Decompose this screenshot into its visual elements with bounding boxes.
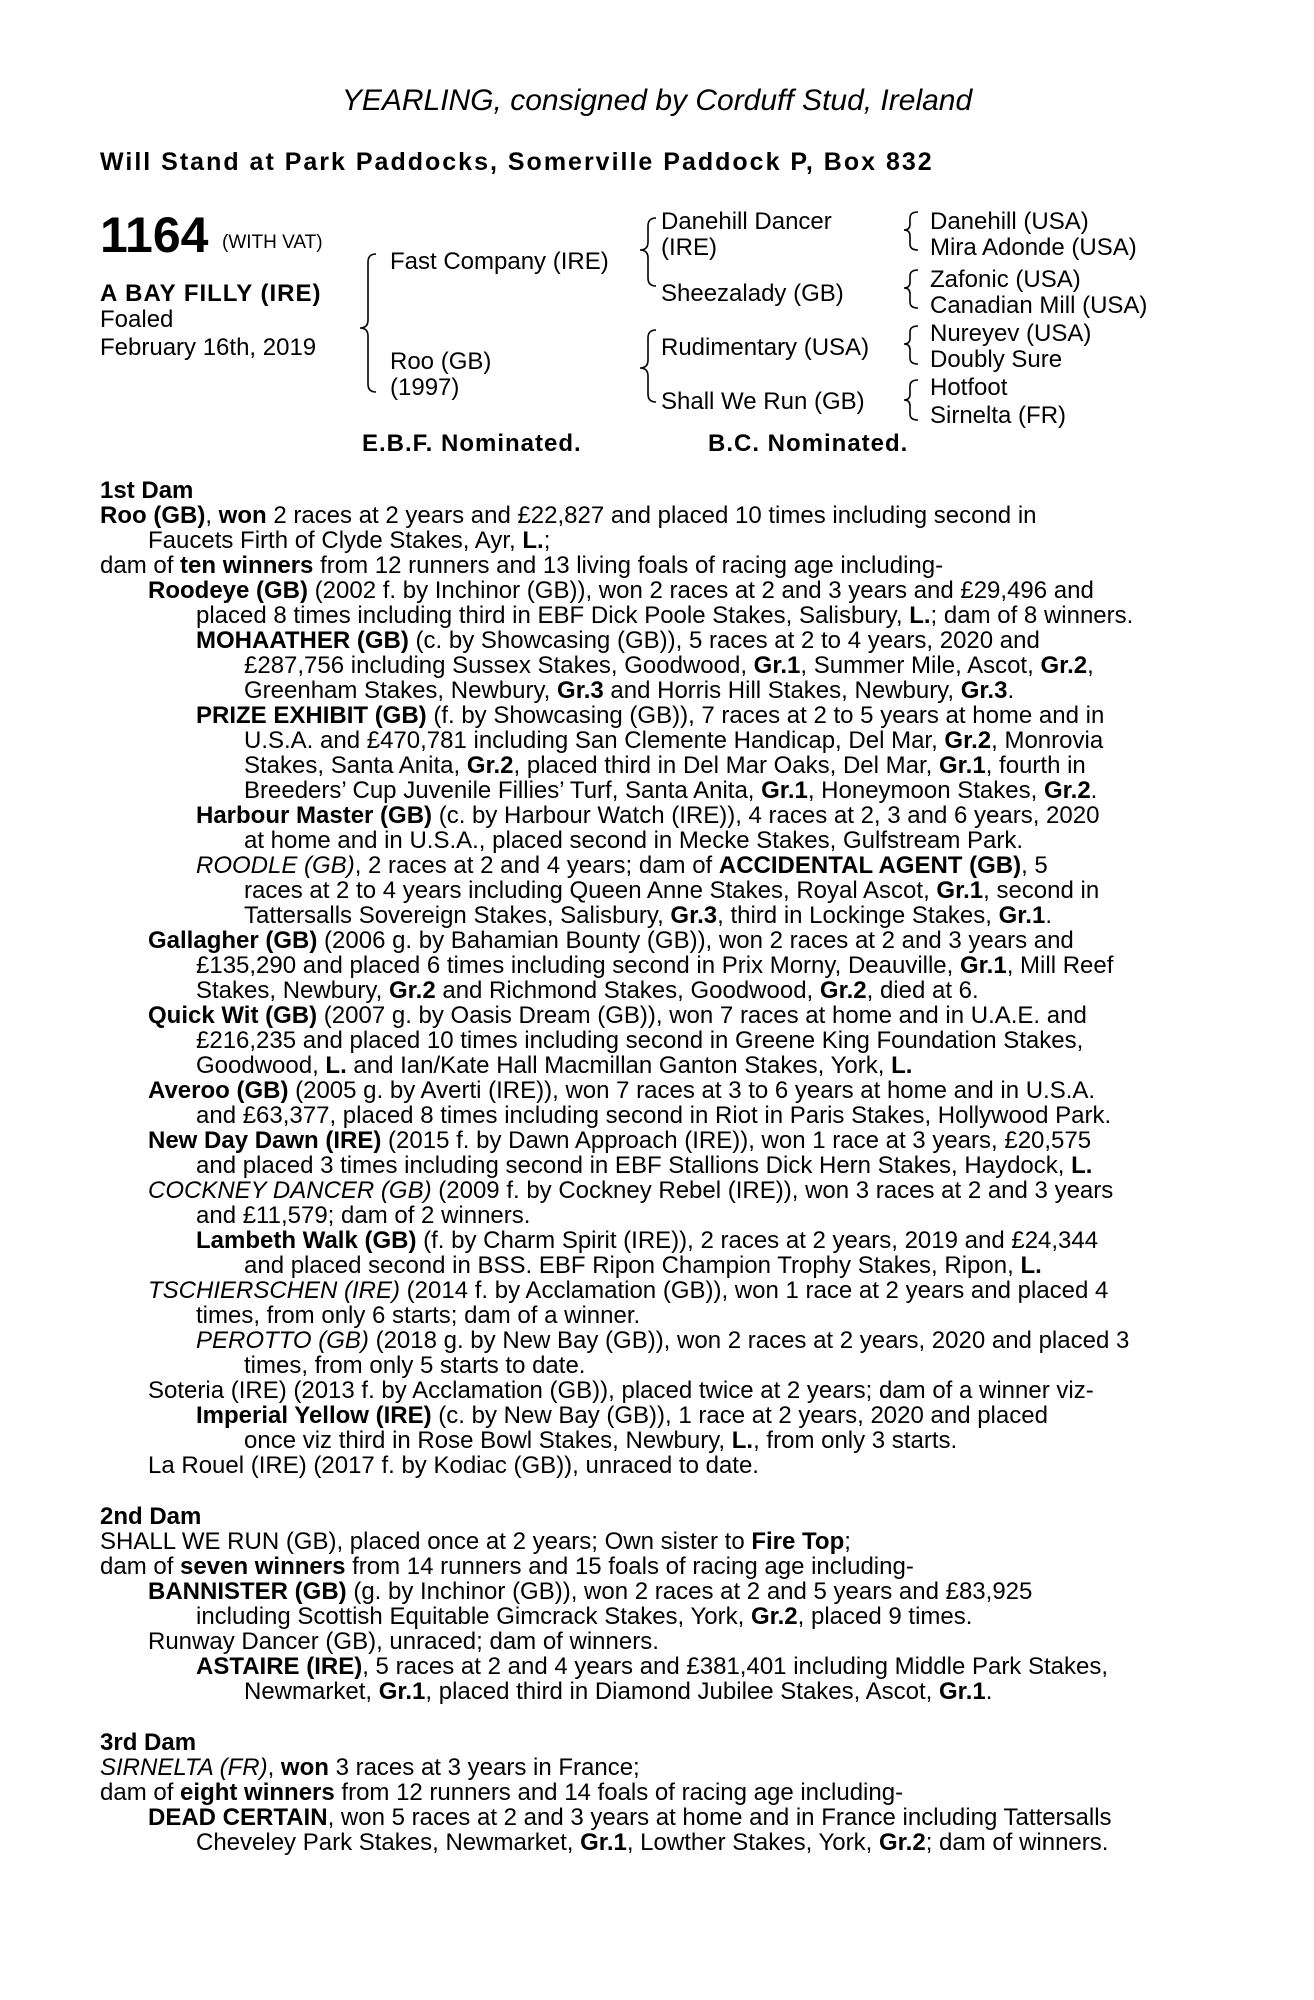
dam-family-sections — [100, 478, 1204, 1855]
bold-text: L. — [325, 1052, 347, 1079]
text: and placed 3 times including second in EBF Stallions Dick Hern Stakes, Haydock, — [196, 1152, 1072, 1179]
text: £135,290 and placed 6 times including second in Prix Morny, Deauville, — [196, 952, 960, 979]
pedigree-text-line — [100, 978, 1204, 1003]
text: . — [985, 1678, 993, 1705]
pedigree-sire: Fast Company (IRE) — [390, 248, 609, 275]
bold-text: L. — [731, 1427, 754, 1454]
text: (c. by Showcasing (GB)), 5 races at 2 to 4 years, 2020 and — [408, 627, 1040, 654]
pedigree-text-line — [100, 1679, 1204, 1704]
pedigree-text-line — [100, 1654, 1204, 1679]
text: from 14 runners and 15 foals of racing age including- — [345, 1553, 914, 1580]
pedigree-dam: Roo (GB) — [390, 348, 492, 375]
bold-text: Gr.2 — [944, 727, 992, 754]
pedigree-text-line — [100, 1253, 1204, 1278]
pedigree-text-line — [100, 1378, 1204, 1403]
text: from 12 runners and 14 foals of racing age including- — [334, 1779, 904, 1806]
section-heading: 1st Dam — [100, 477, 194, 504]
pedigree-text-line — [100, 828, 1204, 853]
text: Breeders’ Cup Juvenile Fillies’ Turf, Santa Anita, — [244, 777, 762, 804]
bold-text: Gr.3 — [960, 677, 1008, 704]
text: , 2 races at 2 and 4 years; dam of — [354, 852, 719, 879]
text: times, from only 6 starts; dam of a winner. — [196, 1302, 641, 1329]
pedigree-text-line — [100, 678, 1204, 703]
bold-text: Gallagher (GB) — [148, 927, 318, 954]
pedigree-text-line — [100, 553, 1204, 578]
text: and Ian/Kate Hall Macmillan Ganton Stakes, York, — [346, 1052, 892, 1079]
pedigree-text-line — [100, 778, 1204, 803]
text: 3 races at 3 years in France; — [328, 1754, 640, 1781]
text: , — [205, 502, 219, 529]
pedigree-gen4-3: Zafonic (USA) — [930, 266, 1081, 293]
pedigree-text-line — [100, 653, 1204, 678]
pedigree-text-line — [100, 503, 1204, 528]
bold-text: L. — [522, 527, 544, 554]
text: ; — [844, 1528, 851, 1555]
pedigree-text-line — [100, 903, 1204, 928]
text: . — [1007, 677, 1015, 704]
bold-text: Gr.1 — [939, 1678, 986, 1705]
pedigree-dam-sire: Rudimentary (USA) — [661, 334, 870, 361]
stand-location: Will Stand at Park Paddocks, Somerville Paddock P, Box 832 — [100, 148, 934, 176]
pedigree-text-line — [100, 603, 1204, 628]
text: , second in — [983, 877, 1100, 904]
pedigree-text-line — [100, 1805, 1204, 1830]
text: (c. by Harbour Watch (IRE)), 4 races at 2, 3 and 6 years, 2020 — [432, 802, 1100, 829]
text: , placed 9 times. — [797, 1603, 973, 1630]
bold-text: ten winners — [180, 552, 314, 579]
text: dam of — [100, 552, 181, 579]
italic-text: PEROTTO (GB) — [196, 1327, 369, 1354]
foaled-date: February 16th, 2019 — [100, 334, 317, 361]
bold-text: Harbour Master (GB) — [196, 802, 433, 829]
pedigree-text-line — [100, 1178, 1204, 1203]
bold-text: New Day Dawn (IRE) — [148, 1127, 382, 1154]
text: and £63,377, placed 8 times including second in Riot in Paris Stakes, Hollywood Park. — [196, 1102, 1112, 1129]
pedigree-text-line — [100, 1755, 1204, 1780]
pedigree-text-line — [100, 1328, 1204, 1353]
text: , 5 races at 2 and 4 years and £381,401 including Middle Park Stakes, — [362, 1653, 1109, 1680]
pedigree-text-line — [100, 803, 1204, 828]
pedigree-text-line — [100, 1428, 1204, 1453]
text: , — [1087, 652, 1094, 679]
pedigree-sire-dam: Sheezalady (GB) — [661, 280, 844, 307]
pedigree-dam-year: (1997) — [390, 374, 460, 401]
text: Stakes, Newbury, — [196, 977, 389, 1004]
text: , won 5 races at 2 and 3 years at home and in France including Tattersalls — [327, 1804, 1112, 1831]
pedigree-text-line — [100, 628, 1204, 653]
text: U.S.A. and £470,781 including San Clemente Handicap, Del Mar, — [244, 727, 945, 754]
bold-text: Imperial Yellow (IRE) — [196, 1402, 432, 1429]
bold-text: Quick Wit (GB) — [148, 1002, 318, 1029]
bold-text: Fire Top — [751, 1528, 845, 1555]
pedigree-text-line — [100, 1353, 1204, 1378]
text: , Mill Reef — [1006, 952, 1114, 979]
text: SHALL WE RUN (GB), placed once at 2 years; Own sister to — [100, 1528, 752, 1555]
bold-text: Gr.2 — [1040, 652, 1088, 679]
vat-note: (WITH VAT) — [222, 232, 323, 253]
text: (2018 g. by New Bay (GB)), won 2 races at 2 years, 2020 and placed 3 — [368, 1327, 1130, 1354]
pedigree-text-line — [100, 1629, 1204, 1654]
text: , — [267, 1754, 281, 1781]
text: at home and in U.S.A., placed second in Mecke Stakes, Gulfstream Park. — [244, 827, 1024, 854]
bold-text: L. — [1020, 1252, 1042, 1279]
text: including Scottish Equitable Gimcrack Stakes, York, — [196, 1603, 751, 1630]
consignment-line: YEARLING, consigned by Corduff Stud, Ireland — [341, 84, 973, 117]
section-gap — [100, 1704, 1204, 1730]
pedigree-gen4-7: Hotfoot — [930, 374, 1008, 401]
italic-text: COCKNEY DANCER (GB) — [148, 1177, 432, 1204]
bold-text: PRIZE EXHIBIT (GB) — [196, 702, 427, 729]
text: , placed third in Diamond Jubilee Stakes, Ascot, — [425, 1678, 940, 1705]
pedigree-text-line — [100, 1529, 1204, 1554]
text: (2009 f. by Cockney Rebel (IRE)), won 3 races at 2 and 3 years — [431, 1177, 1114, 1204]
text: 2 races at 2 years and £22,827 and placed 10 times including second in — [266, 502, 1037, 529]
text: Faucets Firth of Clyde Stakes, Ayr, — [148, 527, 523, 554]
text: , third in Lockinge Stakes, — [717, 902, 999, 929]
pedigree-sire-sire-country: (IRE) — [661, 234, 717, 261]
pedigree-sire-sire: Danehill Dancer — [661, 208, 832, 235]
bold-text: Gr.1 — [998, 902, 1046, 929]
bold-text: DEAD CERTAIN — [148, 1804, 328, 1831]
pedigree-text-line — [100, 878, 1204, 903]
text: . — [1045, 902, 1052, 929]
pedigree-text-line — [100, 1780, 1204, 1805]
text: dam of — [100, 1779, 181, 1806]
text: (f. by Charm Spirit (IRE)), 2 races at 2 years, 2019 and £24,344 — [416, 1227, 1099, 1254]
text: (2007 g. by Oasis Dream (GB)), won 7 races at home and in U.A.E. and — [317, 1002, 1087, 1029]
bold-text: Gr.1 — [960, 952, 1007, 979]
bold-text: eight winners — [180, 1779, 335, 1806]
bold-text: L. — [909, 602, 931, 629]
text: Goodwood, — [196, 1052, 326, 1079]
text: (2015 f. by Dawn Approach (IRE)), won 1 race at 3 years, £20,575 — [381, 1127, 1092, 1154]
pedigree-text-line — [100, 953, 1204, 978]
pedigree-gen4-8: Sirnelta (FR) — [930, 402, 1067, 429]
pedigree-text-line — [100, 1278, 1204, 1303]
text: from 12 runners and 13 living foals of racing age including- — [313, 552, 944, 579]
text: races at 2 to 4 years including Queen Anne Stakes, Royal Ascot, — [244, 877, 937, 904]
text: and placed second in BSS. EBF Ripon Champion Trophy Stakes, Ripon, — [244, 1252, 1021, 1279]
text: Greenham Stakes, Newbury, — [244, 677, 558, 704]
bold-text: Gr.2 — [750, 1603, 798, 1630]
bold-text: Gr.1 — [761, 777, 808, 804]
section-gap — [100, 1478, 1204, 1504]
ebf-nominated: E.B.F. Nominated. — [362, 430, 582, 457]
italic-text: TSCHIERSCHEN (IRE) — [148, 1277, 401, 1304]
text: once viz third in Rose Bowl Stakes, Newbury, — [244, 1427, 732, 1454]
pedigree-text-line — [100, 753, 1204, 778]
pedigree-text-line — [100, 1128, 1204, 1153]
text: , 5 — [1021, 852, 1048, 879]
pedigree-text-line — [100, 1403, 1204, 1428]
text: (c. by New Bay (GB)), 1 race at 2 years, 2020 and placed — [431, 1402, 1048, 1429]
section-heading: 3rd Dam — [100, 1729, 197, 1756]
text: (2005 g. by Averti (IRE)), won 7 races at 3 to 6 years at home and in U.S.A. — [288, 1077, 1096, 1104]
bold-text: Gr.2 — [388, 977, 436, 1004]
pedigree-text-line — [100, 853, 1204, 878]
text: , Lowther Stakes, York, — [626, 1829, 879, 1856]
text: , died at 6. — [866, 977, 979, 1004]
foaled-label: Foaled — [100, 306, 174, 333]
lot-number: 1164 — [100, 207, 209, 263]
bold-text: BANNISTER (GB) — [148, 1578, 347, 1605]
text: and Richmond Stakes, Goodwood, — [435, 977, 820, 1004]
bold-text: Roodeye (GB) — [148, 577, 309, 604]
italic-text: ROODLE (GB) — [196, 852, 355, 879]
bold-text: Lambeth Walk (GB) — [196, 1227, 417, 1254]
text: , Honeymoon Stakes, — [807, 777, 1044, 804]
bold-text: L. — [891, 1052, 913, 1079]
text: Runway Dancer (GB), unraced; dam of winners. — [148, 1628, 659, 1655]
text: and £11,579; dam of 2 winners. — [196, 1202, 531, 1229]
pedigree-text-line — [100, 728, 1204, 753]
text: . — [1090, 777, 1098, 804]
pedigree-text-line — [100, 1028, 1204, 1053]
bold-text: ACCIDENTAL AGENT (GB) — [718, 852, 1022, 879]
text: and Horris Hill Stakes, Newbury, — [603, 677, 961, 704]
bold-text: Gr.1 — [580, 1829, 627, 1856]
bold-text: Gr.2 — [819, 977, 867, 1004]
pedigree-text-line — [100, 1604, 1204, 1629]
pedigree-text-line — [100, 1078, 1204, 1103]
bold-text: MOHAATHER (GB) — [196, 627, 409, 654]
pedigree-text-line — [100, 1003, 1204, 1028]
bold-text: won — [280, 1754, 329, 1781]
text: dam of — [100, 1553, 181, 1580]
bold-text: won — [218, 502, 267, 529]
bold-text: Gr.2 — [1043, 777, 1091, 804]
pedigree-gen4-1: Danehill (USA) — [930, 208, 1089, 235]
pedigree-text-line — [100, 1453, 1204, 1478]
pedigree-text-line — [100, 1830, 1204, 1855]
pedigree-text-line — [100, 1554, 1204, 1579]
bold-text: Gr.1 — [753, 652, 801, 679]
pedigree-text-line — [100, 1053, 1204, 1078]
text: Newmarket, — [244, 1678, 379, 1705]
text: times, from only 5 starts to date. — [244, 1352, 586, 1379]
text: , Monrovia — [991, 727, 1104, 754]
bold-text: Averoo (GB) — [148, 1077, 289, 1104]
pedigree-gen4-6: Doubly Sure — [930, 346, 1063, 373]
pedigree-gen4-5: Nureyev (USA) — [930, 320, 1092, 347]
section-heading: 2nd Dam — [100, 1503, 202, 1530]
bc-nominated: B.C. Nominated. — [708, 430, 909, 457]
bold-text: seven winners — [180, 1553, 346, 1580]
bold-text: Gr.3 — [557, 677, 604, 704]
italic-text: SIRNELTA (FR) — [100, 1754, 268, 1781]
pedigree-gen4-4: Canadian Mill (USA) — [930, 292, 1148, 319]
pedigree-text-line — [100, 1153, 1204, 1178]
pedigree-text-line — [100, 1579, 1204, 1604]
text: (2002 f. by Inchinor (GB)), won 2 races at 2 and 3 years and £29,496 and — [308, 577, 1094, 604]
horse-description: A BAY FILLY (IRE) — [100, 280, 322, 307]
pedigree-text-line — [100, 928, 1204, 953]
text: £216,235 and placed 10 times including second in Greene King Foundation Stakes, — [196, 1027, 1084, 1054]
text: , placed third in Del Mar Oaks, Del Mar, — [513, 752, 939, 779]
pedigree-text-line — [100, 1103, 1204, 1128]
pedigree-text-line — [100, 1203, 1204, 1228]
text: £287,756 including Sussex Stakes, Goodwood, — [244, 652, 754, 679]
text: , Summer Mile, Ascot, — [800, 652, 1041, 679]
text: (2014 f. by Acclamation (GB)), won 1 race at 2 years and placed 4 — [400, 1277, 1109, 1304]
pedigree-brackets — [0, 0, 1314, 440]
text: Cheveley Park Stakes, Newmarket, — [196, 1829, 581, 1856]
text: (f. by Showcasing (GB)), 7 races at 2 to 5 years at home and in — [426, 702, 1105, 729]
pedigree-text-line — [100, 703, 1204, 728]
bold-text: Gr.2 — [466, 752, 514, 779]
text: placed 8 times including third in EBF Dick Poole Stakes, Salisbury, — [196, 602, 910, 629]
text: ; dam of 8 winners. — [930, 602, 1134, 629]
bold-text: Roo (GB) — [100, 502, 206, 529]
bold-text: Gr.1 — [936, 877, 984, 904]
bold-text: L. — [1071, 1152, 1093, 1179]
text: La Rouel (IRE) (2017 f. by Kodiac (GB)), unraced to date. — [148, 1452, 759, 1479]
text: ; dam of winners. — [925, 1829, 1109, 1856]
text: Tattersalls Sovereign Stakes, Salisbury, — [244, 902, 671, 929]
pedigree-gen4-2: Mira Adonde (USA) — [930, 234, 1137, 261]
text: , from only 3 starts. — [753, 1427, 958, 1454]
pedigree-text-line — [100, 1228, 1204, 1253]
bold-text: Gr.1 — [378, 1678, 426, 1705]
text: (g. by Inchinor (GB)), won 2 races at 2 and 5 years and £83,925 — [346, 1578, 1033, 1605]
text: , fourth in — [985, 752, 1086, 779]
text: Stakes, Santa Anita, — [244, 752, 467, 779]
pedigree-text-line — [100, 1303, 1204, 1328]
text: Soteria (IRE) (2013 f. by Acclamation (GB)), placed twice at 2 years; dam of a winner viz- — [148, 1377, 1094, 1404]
bold-text: ASTAIRE (IRE) — [196, 1653, 363, 1680]
bold-text: Gr.2 — [878, 1829, 926, 1856]
pedigree-text-line — [100, 578, 1204, 603]
text: (2006 g. by Bahamian Bounty (GB)), won 2 races at 2 and 3 years and — [317, 927, 1074, 954]
pedigree-dam-dam: Shall We Run (GB) — [661, 388, 865, 415]
pedigree-text-line — [100, 528, 1204, 553]
text: ; — [543, 527, 551, 554]
bold-text: Gr.1 — [939, 752, 986, 779]
bold-text: Gr.3 — [670, 902, 718, 929]
